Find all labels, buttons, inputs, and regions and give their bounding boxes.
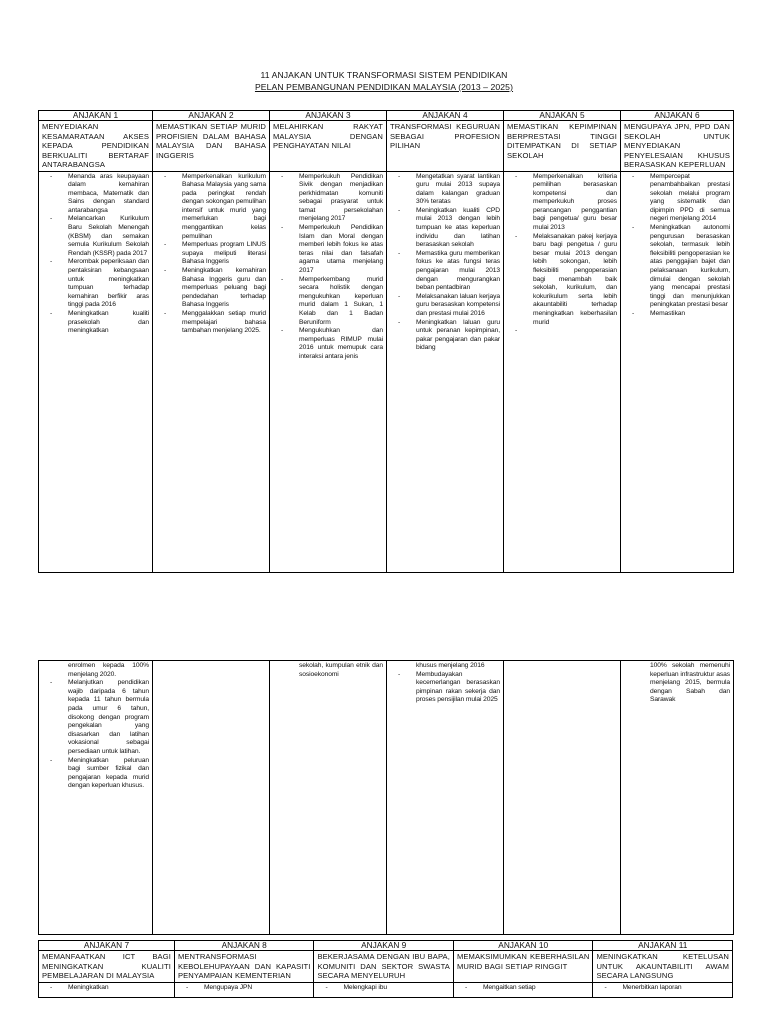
header-anjakan-9: ANJAKAN 9 [314, 941, 454, 951]
goal-anjakan-7: MEMANFAATKAN ICT BAGI MENINGKATKAN KUALITI PEMBELAJARAN DI MALAYSIA [39, 951, 175, 983]
goal-anjakan-1: MENYEDIAKAN KESAMARATAAN AKSES KEPADA PENDIDIKAN BERKUALITI BERTARAF ANTARABANGSA [39, 121, 153, 172]
header-anjakan-11: ANJAKAN 11 [593, 941, 733, 951]
list-item: khusus menjelang 2016 [416, 662, 485, 669]
list-item: - Memperluas program LINUS supaya meliputi literasi Bahasa Inggeris [182, 241, 266, 267]
initiatives-anjakan-8 [174, 982, 314, 997]
initiatives-anjakan-3-cont [270, 661, 387, 935]
list-item: - Melanjutkan pendidikan wajib daripada 6 tahun kepada 11 tahun bermula pada umur 6 tahun, disokong dengan program pengekalan yang disasarkan dan latihan vokasional sebagai persediaan untuk latihan. [68, 679, 149, 756]
initiatives-anjakan-2-cont [153, 661, 270, 935]
header-anjakan-4: ANJAKAN 4 [387, 111, 504, 121]
initiatives-anjakan-6 [621, 171, 734, 572]
initiatives-anjakan-4 [387, 171, 504, 572]
list-item: - Melancarkan Kurikulum Baru Sekolah Menengah (KBSM) dan semakan semula Kurikulum Sekolah Rendah (KSSR) pada 2017 [68, 215, 149, 258]
list-item: - Meningkatkan autonomi pengurusan berasaskan sekolah, termasuk lebih fleksibiliti pengoperasian ke atas penggajian bajet dan pelaksanaan kurikulum, dimulai dengan sekolah yang mencapai prestasi tinggi dan menunjukkan peningkatan prestasi besar [650, 224, 730, 310]
initiatives-anjakan-9 [314, 982, 454, 997]
header-anjakan-10: ANJAKAN 10 [453, 941, 593, 951]
list-item: 100% sekolah memenuhi keperluan infrastruktur asas menjelang 2015, bermula dengan Sabah dan Sarawak [650, 662, 730, 704]
header-anjakan-3: ANJAKAN 3 [270, 111, 387, 121]
list-item: - Memperkenalkan kriteria pemilihan berasaskan kompetensi dan memperkukuh proses perancangan penggantian bagi pengetua/ guru besar mulai 2013 [533, 173, 617, 233]
list-item: sekolah, kumpulan etnik dan sosioekonomi [299, 662, 383, 678]
anjakan-table-7-11 [38, 940, 733, 998]
list-item: - Meningkatkan kualiti CPD mulai 2013 dengan lebih tumpuan ke atas keperluan individu dan latihan berasaskan sekolah [416, 207, 500, 250]
list-item: - Meningkatkan [68, 984, 171, 993]
list-item: - Membudayakan kecemerlangan berasaskan pimpinan rakan sekerja dan proses pensijilan mulai 2025 [416, 671, 500, 705]
list-item: - Menerbitkan laporan [622, 984, 729, 993]
list-item: - Meningkatkan kemahiran Bahasa Inggeris guru dan memperluas peluang bagi pendedahan terhadap Bahasa Inggeris [182, 267, 266, 310]
list-item: - Melaksanakan pakej kerjaya baru bagi pengetua / guru besar mulai 2013 dengan lebih sokongan, lebih fleksibiliti pengoperasian bagi menambah baik sekolah, kurikulum, dan kokurikulum serta lebih akauntabiliti terhadap meningkatkan keberhasilan murid [533, 233, 617, 328]
list-item: enrolmen kepada 100% menjelang 2020. [68, 662, 149, 678]
goal-anjakan-2: MEMASTIKAN SETIAP MURID PROFISIEN DALAM BAHASA MALAYSIA DAN BAHASA INGGERIS [153, 121, 270, 172]
goal-anjakan-4: TRANSFORMASI KEGURUAN SEBAGAI PROFESION PILIHAN [387, 121, 504, 172]
page-title [0, 69, 768, 93]
title-line-2: PELAN PEMBANGUNAN PENDIDIKAN MALAYSIA (2013 – 2025) [254, 82, 514, 92]
header-anjakan-5: ANJAKAN 5 [504, 111, 621, 121]
list-item: - Memperkukuh Pendidikan Sivik dengan menjadikan perkhidmatan komuniti sebagai prasyarat untuk tamat persekolahan menjelang 2017 [299, 173, 383, 225]
initiatives-anjakan-10 [453, 982, 593, 997]
list-item: - Meningkatkan kualiti prasekolah dan meningkatkan [68, 310, 149, 336]
initiatives-anjakan-3 [270, 171, 387, 572]
goal-anjakan-11: MENINGKATKAN KETELUSAN UNTUK AKAUNTABILITI AWAM SECARA LANGSUNG [593, 951, 733, 983]
goal-anjakan-10: MEMAKSIMUMKAN KEBERHASILAN MURID BAGI SETIAP RINGGIT [453, 951, 593, 983]
list-item: - Mengukuhkan dan memperluas RIMUP mulai 2016 untuk memupuk cara interaksi antara jenis [299, 327, 383, 361]
anjakan-table-continuation [38, 660, 734, 935]
header-anjakan-8: ANJAKAN 8 [174, 941, 314, 951]
list-item: - Mempercepat penambahbaikan prestasi sekolah melalui program yang sistematik dan dipimpin PPD di semua negeri menjelang 2014 [650, 173, 730, 225]
initiatives-anjakan-5 [504, 171, 621, 572]
list-item: - Melengkapi ibu [343, 984, 450, 993]
list-item: - Melaksanakan laluan kerjaya guru berasaskan kompetensi dan prestasi mulai 2016 [416, 293, 500, 319]
list-item: - Memperkenalkan kurikulum Bahasa Malaysia yang sama pada peringkat rendah dengan sokongan pemulihan intensif untuk murid yang memerlukan bagi menggantikan kelas pemulihan [182, 173, 266, 242]
list-item: - Mengupaya JPN [204, 984, 311, 993]
initiatives-anjakan-1 [39, 171, 153, 572]
header-anjakan-7: ANJAKAN 7 [39, 941, 175, 951]
list-item: - Menggalakkan setiap murid mempelajari bahasa tambahan menjelang 2025. [182, 310, 266, 336]
header-anjakan-2: ANJAKAN 2 [153, 111, 270, 121]
initiatives-anjakan-11 [593, 982, 733, 997]
list-item: - Memperkukuh Pendidikan Islam dan Moral dengan memberi lebih fokus ke atas teras nilai dan falsafah agama utama menjelang 2017 [299, 224, 383, 276]
list-item: - Menanda aras keupayaan dalam kemahiran membaca, Matematik dan Sains dengan standard antarabangsa [68, 173, 149, 216]
goal-anjakan-6: MENGUPAYA JPN, PPD DAN SEKOLAH UNTUK MENYEDIAKAN PENYELESAIAN KHUSUS BERASASKAN KEPERLUAN [621, 121, 734, 172]
list-item: - Meningkatkan peluruan bagi sumber fizikal dan pengajaran kepada murid dengan keperluan khusus. [68, 757, 149, 791]
title-line-1: 11 ANJAKAN UNTUK TRANSFORMASI SISTEM PENDIDIKAN [260, 70, 508, 80]
initiatives-anjakan-6-cont [621, 661, 734, 935]
initiatives-anjakan-2 [153, 171, 270, 572]
list-item: - Memperkembang murid secara holistik dengan mengukuhkan keperluan murid dalam 1 Sukan, 1 Kelab dan 1 Badan Beruniform [299, 276, 383, 328]
header-anjakan-6: ANJAKAN 6 [621, 111, 734, 121]
header-anjakan-1: ANJAKAN 1 [39, 111, 153, 121]
goal-anjakan-3: MELAHIRKAN RAKYAT MALAYSIA DENGAN PENGHAYATAN NILAI [270, 121, 387, 172]
initiatives-anjakan-4-cont [387, 661, 504, 935]
goal-anjakan-5: MEMASTIKAN KEPIMPINAN BERPRESTASI TINGGI DITEMPATKAN DI SETIAP SEKOLAH [504, 121, 621, 172]
list-item: - Merombak peperiksaan dan pentaksiran kebangsaan untuk meningkatkan tumpuan terhadap kemahiran berfikir aras tinggi pada 2016 [68, 258, 149, 310]
goal-anjakan-9: BEKERJASAMA DENGAN IBU BAPA, KOMUNITI DAN SEKTOR SWASTA SECARA MENYELURUH [314, 951, 454, 983]
initiatives-anjakan-5-cont [504, 661, 621, 935]
list-item: - Mengaitkan setiap [483, 984, 590, 993]
goal-anjakan-8: MENTRANSFORMASI KEBOLEHUPAYAAN DAN KAPASITI PENYAMPAIAN KEMENTERIAN [174, 951, 314, 983]
initiatives-anjakan-1-cont [39, 661, 153, 935]
list-item: - Memastikan [650, 310, 730, 319]
list-item: - Memastika guru memberikan fokus ke atas fungsi teras pengajaran mulai 2013 dengan mengurangkan beban pentadbiran [416, 250, 500, 293]
initiatives-anjakan-7 [39, 982, 175, 997]
list-item: - Meningkatkan laluan guru untuk peranan kepimpinan, pakar pengajaran dan pakar bidang [416, 319, 500, 353]
list-item: - Mengetatkan syarat lantikan guru mulai 2013 supaya dalam kalangan graduan 30% teratas [416, 173, 500, 207]
anjakan-table-1-6 [38, 110, 734, 573]
